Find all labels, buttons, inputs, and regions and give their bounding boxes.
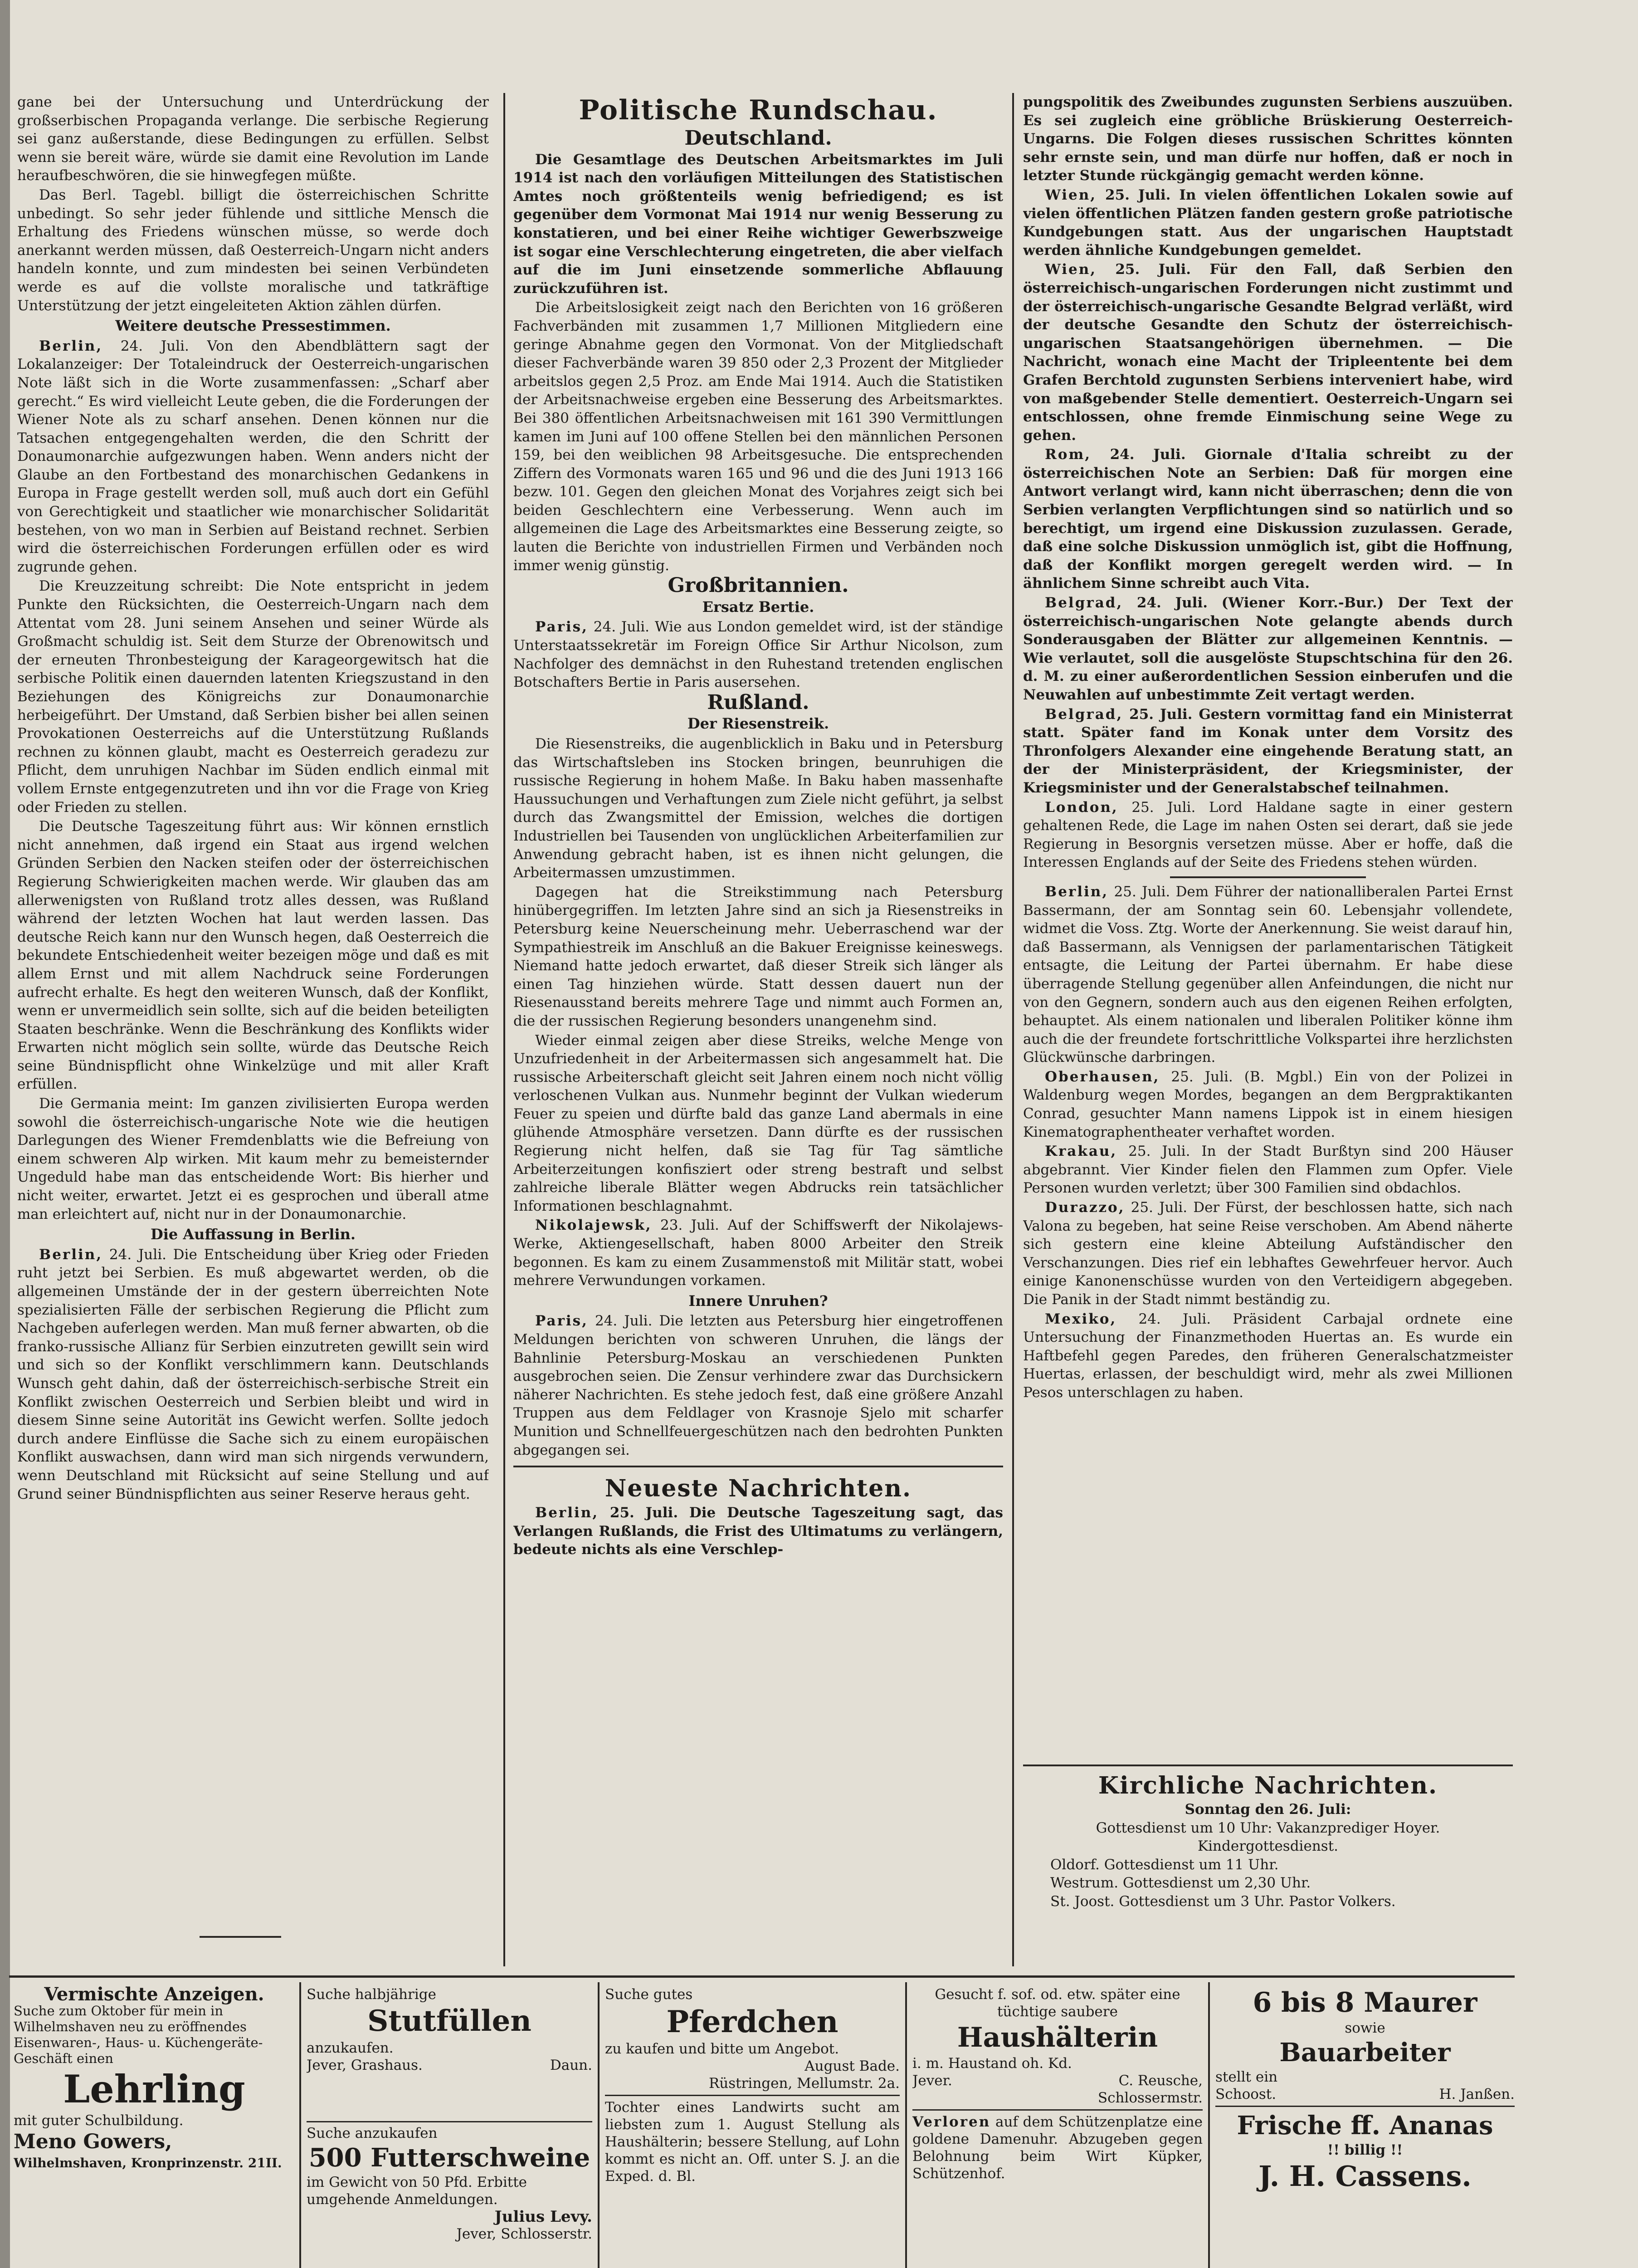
ads-top-rule [9, 1975, 1515, 1978]
section-rule [513, 1466, 1003, 1467]
dateline: Oberhausen, [1045, 1068, 1160, 1085]
paragraph-text: 25. Juli. Für den Fall, daß Serbien den österreichisch-ungarischen Forderungen nicht zustimmt und der österreichisch-ungarische Gesandte Belgrad verläßt, wird der deutsche Gesandte den Schutz der österreichisch-ungarischen Staatsangehörigen übernehmen. — Die Nachricht, wonach eine Macht der Tripleentente bei dem Grafen Berchtold zugunsten Serbiens interveniert habe, wird von maßgebender Stelle dementiert. Oesterreich-Ungarn sei entschlossen, ohne fremde Einmischung seine Wege zu gehen. [1023, 261, 1513, 444]
ad-place: Schoost. [1215, 2086, 1277, 2102]
church-line: Kindergottesdienst. [1197, 1838, 1338, 1855]
ad-name: Julius Levy. [494, 2208, 592, 2226]
ad-divider [905, 1982, 907, 2268]
article-paragraph [513, 1216, 1003, 1290]
article-paragraph: Die Kreuzzeitung schreibt: Die Note entspricht in jedem Punkte den Rücksichten, die Oesterreich-Ungarn nach dem Attentat vom 28. Juni seinem Ansehen und seiner Würde als Großmacht schuldig ist. Seit dem Sturze der Obrenowitsch und der erneuten Thronbesteigung der Karageorgewitsch hat die serbische Politik einen dauernden latenten Kriegszustand in den Beziehungen des Königreichs zur Donaumonarchie herbeigeführt. Der Umstand, daß Serbien bisher bei allen seinen Provokationen Oesterreichs auf die Unterstützung Rußlands rechnen zu können glaubt, macht es Oesterreich geradezu zur Pflicht, dem unruhigen Nachbar im Süden endlich einmal mit vollem Ernste entgegenzutreten und ihn vor die Frage von Krieg oder Frieden zu stellen. [17, 578, 489, 816]
paragraph-text: 24. Juli. (Wiener Korr.-Bur.) Der Text der österreichisch-ungarischen Note gelangte abends durch Sonderausgaben der Blätter zur allgemeinen Kenntnis. — Wie verlautet, soll die ausgelöste Stupschtschina für den 26. d. M. zu einer außerordentlichen Session einberufen und die Neuwahlen auf unbestimmte Zeit vertagt werden. [1023, 595, 1513, 703]
ad-name: C. Reusche, [1118, 2072, 1203, 2089]
ad-text: Suche anzukaufen [307, 2125, 438, 2141]
article-paragraph: Die Riesenstreiks, die augenblicklich in Baku und in Petersburg das Wirtschaftsleben ins Stocken bringen, beunruhigen die russische Regierung in hohem Maße. In Baku haben massenhafte Haussuchungen und Verhaftungen zum Ziele nicht geführt, ja selbst durch das Zwangsmittel der Emission, welches die dortigen Industriellen bei Tausenden von unglücklichen Arbeiterfamilien zur Anwendung gebracht haben, ist es ihnen nicht gelungen, die Arbeitermassen umzustimmen. [513, 736, 1003, 881]
ad-headline: Pferdchen [666, 2004, 838, 2039]
ad-name: Daun. [550, 2057, 592, 2073]
section-heading: Rußland. [707, 690, 809, 714]
ad-text: mit guter Schulbildung. [14, 2112, 184, 2129]
paragraph-text: 25. Juli. Gestern vormittag fand ein Ministerrat statt. Später fand im Konak unter dem Vorsitz des Thronfolgers Alexander eine eingehende Beratung statt, an der der Ministerpräsident, der Kriegsminister, der Kriegsminister und der Generalstabschef teilnahmen. [1023, 706, 1513, 796]
article-paragraph: Das Berl. Tagebl. billigt die österreichischen Schritte unbedingt. So sehr jeder fühlende und sittliche Mensch die Erhaltung des Friedens wünschen müsse, so werde doch anerkannt werden müssen, daß Oesterreich-Ungarn nicht anders handeln konnte, und zum mindesten bei seinen Verbündeten werde es auf die vollste moralische und tatkräftige Unterstützung der jetzt eingeleiteten Aktion zählen dürfen. [17, 186, 489, 314]
ad-text: auf dem Schützenplatze eine goldene Damenuhr. Abzugeben gegen Belohnung beim Wirt Küpker, Schützenhof. [912, 2114, 1203, 2182]
church-westrum: Westrum. Gottesdienst um 2,30 Uhr. [1050, 1875, 1311, 1892]
ad-address: Rüstringen, Mellumstr. 2a. [708, 2075, 900, 2092]
ad-pferdchen [605, 1986, 900, 2268]
ad-divider [598, 1982, 600, 2268]
column-right [1023, 93, 1513, 1762]
article-paragraph [1023, 1142, 1513, 1198]
page-title: Politische Rundschau. [579, 94, 938, 126]
article-paragraph [1023, 1198, 1513, 1309]
dateline: Paris, [535, 619, 588, 635]
ad-name: Meno Gowers, [14, 2130, 172, 2153]
dateline: Berlin, [1045, 883, 1109, 900]
ad-lehrling [14, 1986, 295, 2268]
ad-text: Suche zum Oktober für mein in Wilhelmshaven neu zu eröffnendes Eisenwaren-, Haus- u. Küchengeräte-Geschäft einen [14, 2003, 263, 2066]
paragraph-text: 25. Juli. Der Fürst, der beschlossen hatte, sich nach Valona zu begeben, hat seine Reise verschoben. Am Abend näherte sich gestern eine kleine Abteilung Aufständischer den Verschanzungen. Dies rief ein lebhaftes Gewehrfeuer hervor. Auch einige Kanonenschüsse wurden von den Verteidigern abgegeben. Die Panik in der Stadt nimmt beständig zu. [1023, 1199, 1513, 1308]
section-heading: Die Auffassung in Berlin. [150, 1226, 356, 1243]
article-paragraph [1023, 594, 1513, 704]
article-paragraph [1023, 260, 1513, 445]
paragraph-text: 24. Juli. Die Entscheidung über Krieg oder Frieden ruht jetzt bei Serbien. Es muß abgewartet werden, ob die allgemeinen Umstände der in der gestern überreichten Note spezialisierten Fälle der serbischen Regierung die Pflicht zum Nachgeben auferlegen werden. Man muß ferner abwarten, ob die franko-russische Allianz für Serbien einzutreten gewillt sein wird und sich so der Konflikt verschlimmern kann. Deutschlands Wunsch geht dahin, daß der österreichisch-serbische Streit ein Konflikt zwischen Oesterreich und Serbien bleibt und wird in diesem Sinne seine Autorität ins Gewicht werfen. Sollte jedoch durch andere Einflüsse die Sache sich zu einem europäischen Konflikt auswachsen, dann wird man sich nirgends verwundern, wenn Deutschland mit Rücksicht auf seine Stellung und auf Grund seiner Bündnispflichten aus seiner Reserve heraus geht. [17, 1246, 489, 1502]
ad-place: Jever, Grashaus. [307, 2057, 423, 2073]
ad-name: August Bade. [804, 2058, 900, 2074]
church-date: Sonntag den 26. Juli: [1185, 1801, 1351, 1818]
column-end-rule [200, 1936, 281, 1938]
article-paragraph [1023, 705, 1513, 797]
ad-text: Suche halbjährige [307, 1986, 436, 2003]
ad-address: Jever, Schlosserstr. [456, 2226, 592, 2242]
article-paragraph [17, 337, 489, 577]
church-line: Gottesdienst um 10 Uhr: Vakanzprediger Hoyer. [1096, 1819, 1440, 1836]
ad-text: zu kaufen und bitte um Angebot. [605, 2041, 839, 2057]
ad-text: stellt ein [1215, 2069, 1278, 2085]
paragraph-text: 24. Juli. Giornale d'Italia schreibt zu der österreichischen Note an Serbien: Daß für morgen eine Antwort verlangt wird, kann nicht überraschen; denn die von Serbien verlangten Verpflichtungen sind so natürlich und so berechtigt, um irgend eine Diskussion zuzulassen. Gerade, daß eine solche Diskussion unmöglich ist, gibt die Hoffnung, daß der Konflikt morgen geregelt werden wird. — In ähnlichem Sinne schreibt auch Vita. [1023, 446, 1513, 592]
ad-title: Vermischte Anzeigen. [44, 1986, 264, 2005]
ad-name: J. H. Cassens. [1258, 2160, 1472, 2193]
article-paragraph [1023, 798, 1513, 872]
dateline: Wien, [1045, 186, 1097, 203]
article-paragraph: pungspolitik des Zweibundes zugunsten Serbiens auszuüben. Es sei zugleich eine gröbliche Brüskierung Oesterreich-Ungarns. Die Folgen dieses russischen Schrittes könnten sehr ernste sein, und man dürfe nur hoffen, daß er noch in letzter Stunde rückgängig gemacht werden könne. [1023, 94, 1513, 184]
ad-text: !! billig !! [1327, 2142, 1403, 2158]
short-rule [1170, 876, 1366, 878]
ad-maurer [1215, 1986, 1515, 2268]
ad-text: i. m. Haustand oh. Kd. [912, 2055, 1072, 2072]
section-rule [1023, 1765, 1513, 1766]
ad-divider [912, 2109, 1203, 2111]
ad-headline: Bauarbeiter [1279, 2038, 1451, 2068]
sub-heading: Der Riesenstreik. [687, 715, 829, 733]
dateline: Belgrad, [1045, 706, 1123, 723]
church-oldorf: Oldorf. Gottesdienst um 11 Uhr. [1050, 1856, 1279, 1873]
ad-lost-notice [912, 2113, 1203, 2182]
section-heading: Weitere deutsche Pressestimmen. [115, 317, 391, 335]
dateline: Mexiko, [1045, 1310, 1117, 1327]
paragraph-text: 23. Juli. Auf der Schiffswerft der Nikolajews-Werke, Aktiengesellschaft, haben 8000 Arbeiter den Streik begonnen. Es kam zu einem Zusammenstoß mit Militär statt, wobei mehrere Verwundungen vorkamen. [513, 1217, 1003, 1289]
church-joost: St. Joost. Gottesdienst um 3 Uhr. Pastor Volkers. [1050, 1893, 1396, 1910]
article-paragraph [1023, 1310, 1513, 1402]
ad-text: im Gewicht von 50 Pfd. Erbitte umgehende Anmeldungen. [307, 2174, 527, 2208]
paragraph-text: 24. Juli. Die letzten aus Petersburg hier eingetroffenen Meldungen berichten von schweren Unruhen, die längs der Bahnlinie Petersburg-Moskau an verschiedenen Punkten ausgebrochen seien. Die Zensur verhindere zwar das Durchsickern näherer Nachrichten. Es stehe jedoch fest, daß eine größere Anzahl Truppen aus dem Feldlager von Krasnoje Sjelo mit scharfer Munition und Schnellfeuergeschützen nach den bedrohten Punkten abgegangen sei. [513, 1313, 1003, 1458]
sub-heading: Ersatz Bertie. [702, 598, 814, 616]
ad-headline: 500 Futterschweine [308, 2143, 590, 2173]
ad-headline: Lehrling [63, 2067, 245, 2112]
ad-place: Jever. [912, 2072, 952, 2089]
article-paragraph [1023, 186, 1513, 259]
article-paragraph: gane bei der Untersuchung und Unterdrückung der großserbischen Propaganda verlange. Die serbische Regierung sei ganz außerstande, diese Bedingungen zu erfüllen. Selbst wenn sie bereit wäre, würde sie damit eine Revolution im Lande heraufbeschwören, die sie hinwegfegen müßte. [17, 94, 489, 184]
ad-headline: Stutfüllen [367, 2004, 531, 2038]
section-heading: Deutschland. [684, 127, 832, 150]
ad-address: Schlossermstr. [1097, 2090, 1203, 2106]
dateline: Berlin, [39, 337, 103, 354]
column-divider [1012, 93, 1014, 1966]
ad-text: Tochter eines Landwirts sucht am liebsten zum 1. August Stellung als Haushälterin; bessere Stellung, auf Lohn kommt es nicht an. Off. unter S. J. an die Exped. d. Bl. [605, 2099, 900, 2185]
ad-futterschweine [307, 2125, 592, 2268]
column-middle [513, 93, 1003, 1962]
ad-divider [1208, 1982, 1210, 2268]
dateline: Wien, [1045, 261, 1097, 278]
ad-name: H. Janßen. [1439, 2086, 1515, 2102]
paragraph-text: 24. Juli. Wie aus London gemeldet wird, ist der ständige Unterstaatssekretär im Foreign Office Sir Arthur Nicolson, zum Nachfolger des demnächst in den Ruhestand tretenden englischen Botschafters Bertie in Paris ausersehen. [513, 619, 1003, 691]
dateline: Durazzo, [1045, 1199, 1125, 1216]
article-paragraph [513, 1504, 1003, 1559]
article-paragraph [513, 618, 1003, 691]
dateline: Rom, [1045, 446, 1092, 463]
ad-divider [605, 2095, 900, 2096]
article-paragraph [1023, 445, 1513, 593]
dateline: Paris, [535, 1313, 588, 1330]
article-paragraph: Die Deutsche Tageszeitung führt aus: Wir können ernstlich nicht annehmen, daß irgend ein Staat aus irgend welchen Gründen Serbien den Nacken steifen oder der österreichischen Regierung Schwierigkeiten machen werde. Wir glauben das am allerwenigsten von Rußland trotz alles dessen, was Rußland während der letzten Wochen hat laut werden lassen. Das deutsche Reich kann nur den Wunsch hegen, daß Oesterreich die bekundete Entschiedenheit weiter bezeigen möge und daß es mit allem Ernst und mit allem Nachdruck seine Forderungen aufrecht erhalte. Es hegt den weiteren Wunsch, daß der Konflikt, wenn er unvermeidlich sein sollte, sich auf die beiden beteiligten Staaten beschränke. Wenn die Beschränkung des Konflikts wider Erwarten nicht möglich sein sollte, würde das Deutsche Reich seine Bündnispflicht ohne Winkelzüge und mit aller Kraft erfüllen. [17, 818, 489, 1093]
column-divider [503, 93, 505, 1966]
page-edge-shadow [0, 0, 10, 2268]
ad-text: Gesucht f. sof. od. etw. später eine tüchtige saubere [935, 1986, 1180, 2020]
paragraph-text: 24. Juli. Von den Abendblättern sagt der Lokalanzeiger: Der Totaleindruck der Oesterreich-ungarischen Note läßt sich in die Worte zusammenfassen: „Scharf aber gerecht.“ Es wird vielleicht Leute geben, die die Forderungen der Wiener Note als zu scharf ansehen. Denen können nur die Tatsachen entgegengehalten werden, die den Schritt der Donaumonarchie aufgezwungen haben. Wenn anders nicht der Glaube an den Fortbestand des monarchischen Gedankens in Europa in Frage gestellt werden soll, muß auch dort ein Gefühl von Gerechtigkeit und staatlicher wie monarchischer Solidarität bestehen, von wo man in Serbien auf Beistand rechnet. Serbien wird die österreichischen Forderungen erfüllen oder es wird zugrunde gehen. [17, 337, 489, 575]
dateline: Nikolajewsk, [535, 1217, 652, 1234]
article-paragraph: Die Germania meint: Im ganzen zivilisierten Europa werden sowohl die österreichisch-ungarische Note wie die heutigen Darlegungen des Wiener Fremdenblatts wie die Befreiung von einem schweren Alp wirken. Mit kaum mehr zu bemeisternder Ungeduld habe man das entscheidende Wort: Bis hierher und nicht weiter, erwartet. Jetzt ei es gesprochen und überall atme man erleichtert auf, nicht nur in der Donaumonarchie. [17, 1095, 489, 1222]
paragraph-text: 25. Juli. Die Deutsche Tageszeitung sagt, das Verlangen Rußlands, die Frist des Ultimatums zu verlängern, bedeute nichts als eine Verschlep- [513, 1505, 1003, 1558]
paragraph-text: 25. Juli. Lord Haldane sagte in einer gestern gehaltenen Rede, die Lage im nahen Osten sei derart, daß sie jede Regierung in Besorgnis versetzen müsse. Aber er hoffe, daß die Interessen Englands auf der Seite des Friedens stehen würden. [1023, 799, 1513, 871]
paragraph-text: 25. Juli. (B. Mgbl.) Ein von der Polizei in Waldenburg wegen Mordes, begangen an dem Bergpraktikanten Conrad, gesuchter Mann namens Lippok ist in einem hiesigen Kinematographentheater verhaftet worden. [1023, 1068, 1513, 1140]
ad-headline: Frische ff. Ananas [1237, 2111, 1493, 2141]
ad-headline: 6 bis 8 Maurer [1253, 1987, 1477, 2019]
ad-lost-lead: Verloren [912, 2114, 991, 2130]
sub-heading: Innere Unruhen? [688, 1292, 828, 1310]
article-paragraph [17, 1246, 489, 1503]
article-paragraph: Die Arbeitslosigkeit zeigt nach den Berichten von 16 größeren Fachverbänden mit zusammen 1,7 Millionen Mitgliedern eine geringe Abnahme gegen den Vormonat. Von der Mitgliedschaft dieser Fachverbände waren 39 850 oder 2,3 Prozent der Mitglieder arbeitslos gegen 2,5 Proz. am Ende Mai 1914. Auch die Statistiken der Arbeitsnachweise ergeben eine Besserung des Arbeitsmarktes. Bei 380 öffentlichen Arbeitsnachweisen mit 161 390 Vermittlungen kamen im Juni auf 100 offene Stellen bei den männlichen Personen 159, bei den weiblichen 98 Arbeitsgesuche. Die entsprechenden Ziffern des Vormonats waren 165 und 96 und die des Juni 1913 166 bezw. 101. Gegen den gleichen Monat des Vorjahres zeigt sich bei beiden Geschlechtern eine Verbesserung. Wenn auch im allgemeinen die Lage des Arbeitsmarktes eine Besserung zeigte, so lauten die Berichte von industriellen Firmen und Verbänden noch immer wenig günstig. [513, 299, 1003, 574]
ad-divider [299, 1982, 301, 2268]
ad-text: sowie [1345, 2020, 1385, 2036]
ad-stutfuellen [307, 1986, 592, 2117]
dateline: Berlin, [535, 1505, 599, 1521]
ad-headline: Haushälterin [957, 2022, 1158, 2053]
section-heading-news: Neueste Nachrichten. [604, 1475, 912, 1503]
ad-text: anzukaufen. [307, 2040, 394, 2056]
article-paragraph [1023, 1068, 1513, 1141]
article-paragraph: Dagegen hat die Streikstimmung nach Petersburg hinübergegriffen. Im letzten Jahre sind an sich ja Riesenstreiks in Petersburg keine Neuerscheinung mehr. Ueberraschend war der Sympathiestreik im Anschluß an die Bakuer Ereignisse keineswegs. Niemand hatte jedoch erwartet, daß dieser Streik sich länger als einen Tag hinziehen würde. Statt dessen dauert nun der Riesenausstand bereits mehrere Tage und nimmt auch Formen an, die der russischen Regierung besonders unangenehm sind. [513, 884, 1003, 1029]
dateline: Krakau, [1045, 1143, 1117, 1160]
dateline: Berlin, [39, 1246, 103, 1263]
column-left [17, 93, 489, 1871]
paragraph-text: 25. Juli. In vielen öffentlichen Lokalen sowie auf vielen öffentlichen Plätzen fanden gestern große patriotische Kundgebungen statt. Aus der ungarischen Hauptstadt werden ähnliche Kundgebungen gemeldet. [1023, 186, 1513, 259]
ad-text: Suche gutes [605, 1986, 693, 2003]
church-title: Kirchliche Nachrichten. [1098, 1772, 1438, 1799]
ad-divider [307, 2121, 592, 2122]
ad-haushaelterin [912, 1986, 1203, 2268]
paragraph-text: 25. Juli. Dem Führer der nationalliberalen Partei Ernst Bassermann, der am Sonntag sein 60. Lebensjahr vollendete, widmet die Voss. Ztg. Worte der Anerkennung. Sie weist darauf hin, daß Bassermann, als Vennigsen der parlamentarischen Tätigkeit entsagte, die Leitung der Partei übernahm. Er habe diese überragende Stellung gegenüber allen Anfeindungen, die nicht nur von den Gegnern, sondern auch aus den eigenen Reihen erfolgten, behauptet. Als einem nationalen und liberalen Politiker könne ihm auch die der freundete fortschrittliche Volkspartei ihre herzlichsten Glückwünsche darbringen. [1023, 883, 1513, 1066]
ad-address: Wilhelmshaven, Kronprinzenstr. 21II. [14, 2156, 282, 2170]
article-paragraph [1023, 883, 1513, 1067]
dateline: Belgrad, [1045, 595, 1123, 611]
section-heading: Großbritannien. [668, 574, 849, 597]
church-news [1023, 1771, 1513, 1971]
article-paragraph: Wieder einmal zeigen aber diese Streiks, welche Menge von Unzufriedenheit in der Arbeitermassen sich angesammelt hat. Die russische Arbeiterschaft gleicht seit Jahren einem noch nicht völlig verloschenen Vulkan aus. Nunmehr beginnt der Vulkan wiederum Feuer zu speien und dürfte bald das ganze Land abermals in eine glühende Atmosphäre versetzen. Dann dürfte es der russischen Regierung nicht helfen, daß sie Tag für Tag sämtliche Arbeiterzeitungen konfisziert oder streng bestraft und selbst zahlreiche liberale Blätter wegen Abdrucks rein tatsächlicher Informationen beschlagnahmt. [513, 1032, 1003, 1214]
dateline: London, [1045, 799, 1118, 816]
article-paragraph [513, 1312, 1003, 1459]
paragraph-text: 24. Juli. Präsident Carbajal ordnete eine Untersuchung der Finanzmethoden Huertas an. Es wurde ein Haftbefehl gegen Paredes, den früheren Generalschatzmeister Huertas, erlassen, der beschuldigt wird, mehr als zwei Millionen Pesos unterschlagen zu haben. [1023, 1310, 1513, 1401]
ad-divider [1215, 2106, 1515, 2107]
article-paragraph: Die Gesamtlage des Deutschen Arbeitsmarktes im Juli 1914 ist nach den vorläufigen Mitteilungen des Statistischen Amtes noch größtenteils wenig befriedigend; es ist gegenüber dem Vormonat Mai 1914 nur wenig Besserung zu konstatieren, und bei einer Reihe wichtiger Gewerbszweige ist sogar eine Verschlechterung eingetreten, die aber vielfach auf die im Juni einsetzende sommerliche Abflauung zurückzuführen ist. [513, 151, 1003, 297]
paragraph-text: 25. Juli. In der Stadt Burßtyn sind 200 Häuser abgebrannt. Vier Kinder fielen den Flammen zum Opfer. Viele Personen wurden verletzt; über 300 Familien sind obdachlos. [1023, 1143, 1513, 1197]
